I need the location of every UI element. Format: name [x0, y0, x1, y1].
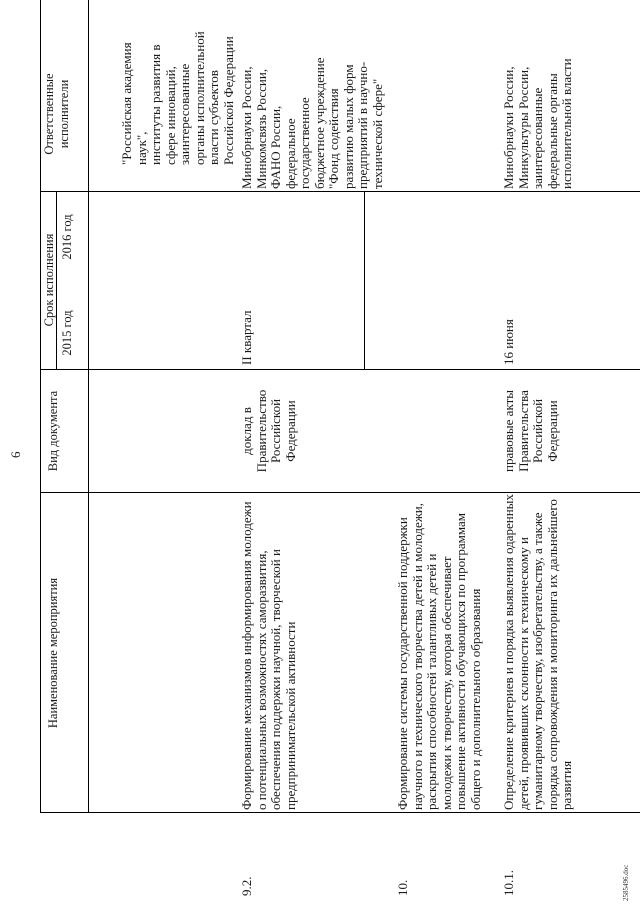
- row-1-term-2015: II квартал: [239, 310, 254, 365]
- row-2-name: Формирование системы государственной поддержки научного и технического творчества детей и молодежи, раскрытия способностей талантливых детей и молодежи к творчеству, которая обеспечивает повышение активности обучающихся по программам общего и дополнительного образования: [395, 502, 483, 810]
- row-0-responsible: "Российская академия наук", институты развития в сфере инноваций, заинтересованные органы исполнительной власти субъектов Российской Федерации: [119, 31, 236, 165]
- table-header-bottom-border: [88, 0, 89, 813]
- header-col-sep-doc-term: [40, 369, 640, 370]
- row-3-doc-type: правовые акты Правительства Российской Федерации: [501, 390, 560, 472]
- header-top-line: [40, 812, 640, 813]
- page-number: 6: [8, 451, 23, 458]
- header-col-term: Срок исполнения: [42, 233, 56, 327]
- table-left-border: [40, 0, 41, 813]
- row-1-responsible: Минобрнауки России, Минкомсвязь России, ФАНО России, федеральное государственное бюджетное учреждение "Фонд содействия развитию малых форм предприятий в научно- технической сфере": [239, 57, 385, 189]
- header-col-2016: 2016 год: [60, 214, 74, 260]
- row-1-name: Формирование механизмов информирования молодежи о потенциальных возможностях саморазвития, обеспечения поддержки научной, творческой и предпринимательской активности: [239, 501, 298, 810]
- row-3-number: 10.1.: [501, 870, 516, 896]
- row-2-number: 10.: [395, 879, 410, 896]
- row-1-doc-type: доклад в Правительство Российской Федерации: [239, 389, 298, 473]
- term-subcol-sep: [364, 192, 365, 370]
- row-3-responsible: Минобрнауки России, Минкультуры России, заинтересованные федеральные органы исполнительной власти: [501, 58, 574, 189]
- header-col-2015: 2015 год: [60, 310, 74, 356]
- row-3-name: Определение критериев и порядка выявления одаренных детей, проявивших склонности к техническому и гуманитарному творчеству, изобретательству, а также порядка сопровождения и мониторинга их дальнейшего развития: [501, 494, 574, 810]
- header-col-sep-term-resp: [40, 191, 640, 192]
- row-1-number: 9.2.: [239, 876, 254, 896]
- footer-code: 2585496.doc: [622, 864, 630, 901]
- header-col-doc: Вид документа: [46, 390, 60, 472]
- header-col-name: Наименование мероприятия: [46, 577, 60, 729]
- header-col-resp: Ответственные исполнители: [42, 73, 71, 155]
- row-3-term-2015: 16 июня: [501, 319, 516, 365]
